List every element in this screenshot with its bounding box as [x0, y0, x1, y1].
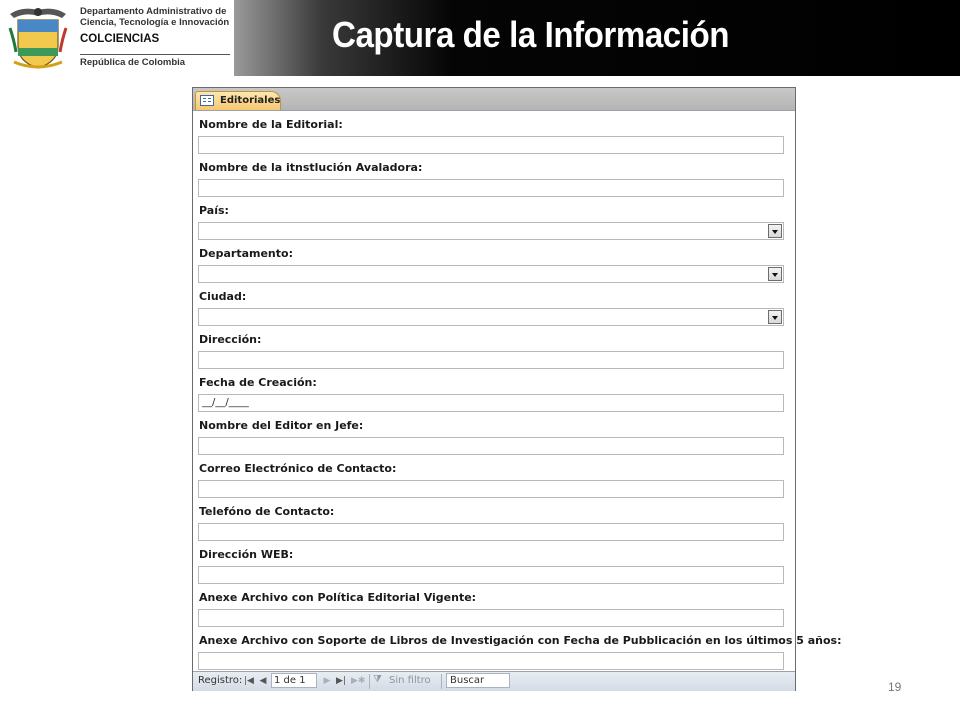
field-pais [198, 204, 786, 247]
new-record-icon[interactable]: ▶✱ [351, 676, 366, 686]
field-label: Anexe Archivo con Soporte de Libros de Investigación con Fecha de Pubblicación en los últimos 5 años: [199, 634, 842, 647]
field-editor-jefe [198, 419, 786, 462]
tab-label: Editoriales [220, 95, 281, 106]
direccion-web-input[interactable] [198, 566, 784, 584]
first-record-icon[interactable]: |◀ [244, 676, 254, 686]
departamento-select[interactable] [198, 265, 784, 283]
divider [441, 674, 442, 689]
institucion-avaladora-input[interactable] [198, 179, 784, 197]
telefono-input[interactable] [198, 523, 784, 541]
nombre-editorial-input[interactable] [198, 136, 784, 154]
coat-of-arms-icon [6, 4, 70, 72]
soporte-libros-input[interactable] [198, 652, 784, 670]
next-record-icon[interactable]: ▶ [323, 676, 331, 686]
form-icon [200, 95, 214, 106]
field-label: Nombre del Editor en Jefe: [199, 419, 364, 432]
chevron-down-icon[interactable] [768, 224, 782, 238]
direccion-input[interactable] [198, 351, 784, 369]
field-politica-editorial [198, 591, 786, 634]
slide-header [0, 0, 960, 76]
ciudad-select[interactable] [198, 308, 784, 326]
slide-title: Captura de la Información [332, 14, 730, 55]
form-fields [198, 118, 842, 677]
field-departamento [198, 247, 786, 290]
field-label: Dirección: [199, 333, 262, 346]
org-brand: COLCIENCIAS [80, 33, 160, 45]
pais-select[interactable] [198, 222, 784, 240]
field-telefono [198, 505, 786, 548]
field-label: Ciudad: [199, 290, 247, 303]
field-label: Telefóno de Contacto: [199, 505, 335, 518]
field-nombre-editorial [198, 118, 786, 161]
chevron-down-icon[interactable] [768, 267, 782, 281]
field-fecha-creacion [198, 376, 786, 419]
fecha-creacion-input[interactable]: __/__/____ [198, 394, 784, 412]
filter-status[interactable]: Sin filtro [389, 675, 431, 686]
field-label: Nombre de la Editorial: [199, 118, 343, 131]
filter-icon[interactable]: ⧩ [373, 674, 382, 685]
editor-jefe-input[interactable] [198, 437, 784, 455]
field-label: Departamento: [199, 247, 293, 260]
record-navigation-bar [193, 671, 795, 691]
previous-record-icon[interactable]: ◀ [259, 676, 267, 686]
tab-editoriales[interactable] [195, 91, 281, 110]
search-input[interactable]: Buscar [446, 673, 510, 688]
field-direccion [198, 333, 786, 376]
field-institucion-avaladora [198, 161, 786, 204]
field-label: Anexe Archivo con Política Editorial Vigente: [199, 591, 477, 604]
org-country: República de Colombia [80, 57, 186, 68]
org-line-2: Ciencia, Tecnología e Innovación [80, 17, 230, 28]
record-label: Registro: [198, 675, 243, 686]
politica-editorial-input[interactable] [198, 609, 784, 627]
field-label: Correo Electrónico de Contacto: [199, 462, 397, 475]
divider [369, 674, 370, 689]
organization-name [80, 6, 229, 46]
field-label: Fecha de Creación: [199, 376, 317, 389]
record-position-input[interactable]: 1 de 1 [271, 673, 317, 688]
field-ciudad [198, 290, 786, 333]
field-label: Nombre de la itnstlución Avaladora: [199, 161, 423, 174]
field-correo [198, 462, 786, 505]
chevron-down-icon[interactable] [768, 310, 782, 324]
field-direccion-web [198, 548, 786, 591]
page-number: 19 [888, 680, 902, 694]
colciencias-logo [0, 0, 234, 76]
form-window [192, 87, 842, 691]
field-label: País: [199, 204, 229, 217]
field-label: Dirección WEB: [199, 548, 294, 561]
org-line-1: Departamento Administrativo de [80, 6, 227, 17]
last-record-icon[interactable]: ▶| [336, 676, 346, 686]
tab-strip [193, 88, 795, 111]
email-field[interactable] [198, 480, 784, 498]
divider [80, 54, 230, 55]
